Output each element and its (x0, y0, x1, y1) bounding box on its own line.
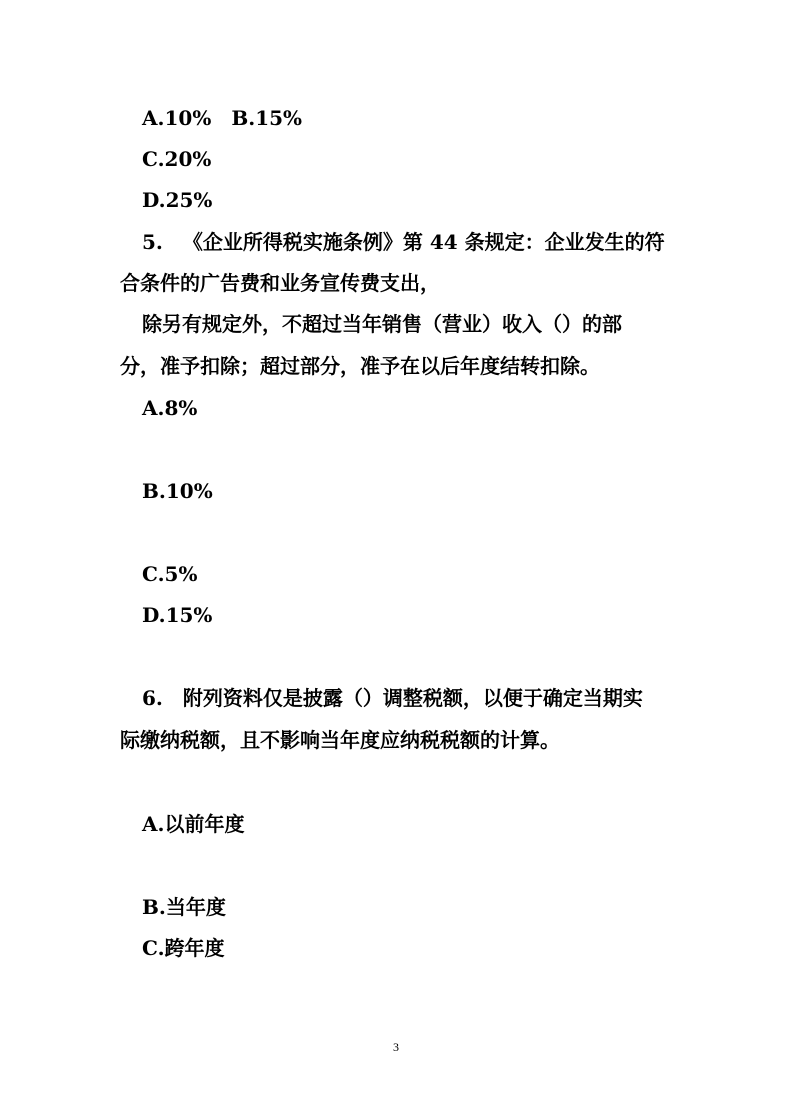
q4-options-row-ab (142, 106, 302, 130)
q6-stem-line-2: 际缴纳税额，且不影响当年度应纳税税额的计算。 (120, 728, 560, 752)
q6-option-c: C.跨年度 (142, 936, 225, 960)
q4-option-c: C.20% (142, 147, 212, 171)
q5-stem-line-1: 《企业所得税实施条例》第 44 条规定：企业发生的符 (182, 230, 665, 254)
q5-stem-line-4: 分，准予扣除；超过部分，准予在以后年度结转扣除。 (120, 354, 600, 378)
q5-stem-line-2: 合条件的广告费和业务宣传费支出， (120, 271, 440, 295)
page-number: 3 (393, 1040, 399, 1054)
q6-number: 6. (142, 686, 163, 710)
q6-option-a: A.以前年度 (142, 812, 245, 836)
q4-option-b: B.15% (231, 106, 303, 130)
q5-line-1 (142, 230, 665, 254)
q5-option-d: D.15% (142, 603, 213, 627)
q5-number: 5. (142, 230, 163, 254)
q4-option-d: D.25% (142, 188, 213, 212)
q6-stem-line-1: 附列资料仅是披露（）调整税额，以便于确定当期实 (182, 686, 643, 710)
q6-option-b: B.当年度 (142, 895, 226, 919)
q5-option-a: A.8% (142, 396, 198, 420)
q5-option-c: C.5% (142, 562, 198, 586)
q4-option-a: A.10% (142, 106, 212, 130)
q5-option-b: B.10% (142, 479, 213, 503)
q6-line-1 (142, 686, 643, 710)
q5-stem-line-3: 除另有规定外，不超过当年销售（营业）收入（）的部 (142, 312, 622, 336)
